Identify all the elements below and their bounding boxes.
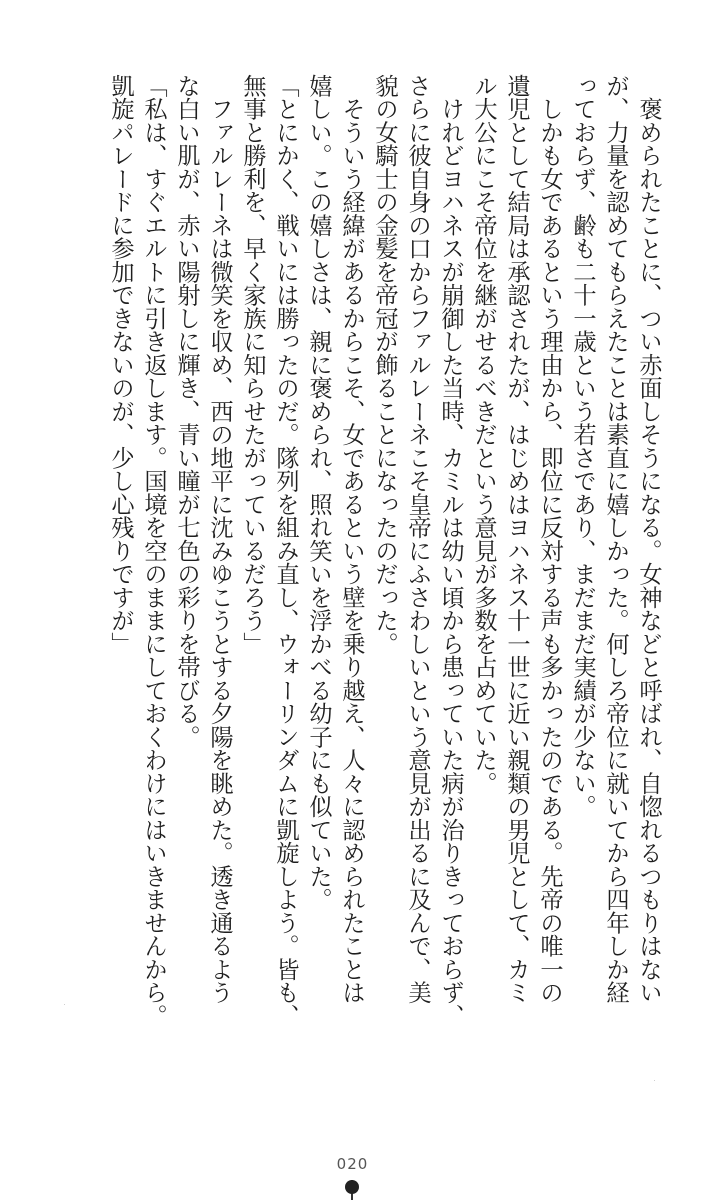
text-line: 凱旋パレードに参加できないのが、少し心残りですが」 (107, 74, 134, 656)
text-line: 褒められたことに、つい赤面しそうになる。女神などと呼ばれ、自惚れるつもりはない (635, 74, 662, 1004)
paper-speck (654, 1080, 655, 1081)
text-line: けれどヨハネスが崩御した当時、カミルは幼い頃から患っていた病が治りきっておらず、 (437, 74, 464, 1028)
body-text (104, 74, 665, 1028)
text-line: さらに彼自身の口からファルレーネこそ皇帝にふさわしいという意見が出るに及んで、美 (404, 74, 431, 1004)
text-line: っておらず、齢も二十一歳という若さであり、まだまだ実績が少ない。 (569, 74, 596, 818)
text-line: ル大公にこそ帝位を継がせるべきだという意見が多数を占めていた。 (470, 74, 497, 795)
text-line: 「私は、すぐエルトに引き返します。国境を空のままにしておくわけにはいきませんから。 (140, 74, 167, 1028)
text-line: 貌の女騎士の金髪を帝冠が飾ることになったのだった。 (371, 74, 398, 656)
text-line: 無事と勝利を、早く家族に知らせたがっているだろう」 (239, 74, 266, 656)
text-line: 嬉しい。この嬉しさは、親に褒められ、照れ笑いを浮かべる幼子にも似ていた。 (305, 74, 332, 911)
page-number: 020 (336, 1155, 369, 1173)
text-line: な白い肌が、赤い陽射しに輝き、青い瞳が七色の彩りを帯びる。 (173, 74, 200, 749)
paper-speck (64, 1004, 65, 1005)
text-line: が、力量を認めてもらえたことは素直に嬉しかった。何しろ帝位に就いてから四年しか経 (602, 74, 629, 1004)
text-line: 遺児として結局は承認されたが、はじめはヨハネス十一世に近い親類の男児として、カミ (503, 74, 530, 1004)
page-ornament-dot (345, 1180, 359, 1194)
text-line: そういう経緯があるからこそ、女であるという壁を乗り越え、人々に認められたことは (338, 74, 365, 1004)
text-line: しかも女であるという理由から、即位に反対する声も多かったのである。先帝の唯一の (536, 74, 563, 1004)
text-line: 「とにかく、戦いには勝ったのだ。隊列を組み直し、ウォーリンダムに凱旋しよう。皆も、 (272, 74, 299, 1028)
text-line: ファルレーネは微笑を収め、西の地平に沈みゆこうとする夕陽を眺めた。透き通るよう (206, 74, 233, 1004)
